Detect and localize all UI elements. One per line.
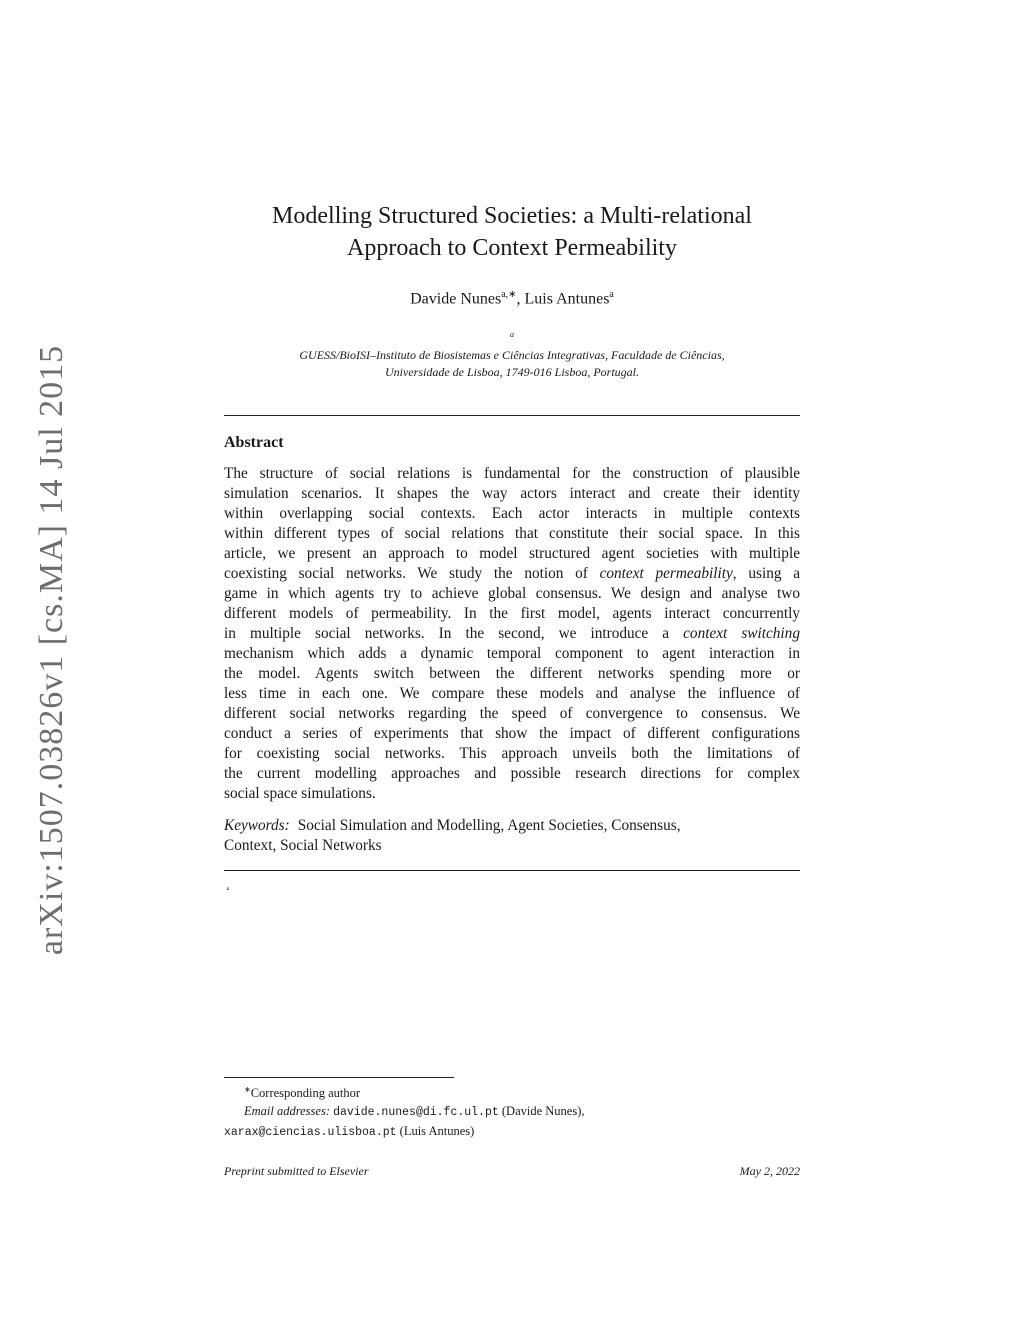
- email-address-link[interactable]: davide.nunes@di.fc.ul.pt: [333, 1106, 499, 1120]
- abstract-line: different models of permeability. In the first model, agents interact concurrently: [224, 605, 800, 622]
- abstract-line: [224, 564, 800, 584]
- abstract-line: simulation scenarios. It shapes the way actors interact and create their identity: [224, 485, 800, 502]
- affiliation-line-1: [224, 326, 800, 364]
- abstract-heading: Abstract: [224, 434, 284, 451]
- footnote-email-line: [224, 1102, 800, 1122]
- abstract-line: article, we present an approach to model structured agent societies with multiple: [224, 545, 800, 562]
- footnote-rule: [224, 1077, 454, 1078]
- abstract-line: conduct a series of experiments that show the impact of different configurations: [224, 725, 800, 742]
- author-name: Davide Nunes: [410, 290, 502, 308]
- author-affiliation-mark: a,∗: [501, 289, 517, 300]
- author-list: [224, 289, 800, 308]
- keywords-line-2: Context, Social Networks: [224, 837, 382, 854]
- abstract-top-rule: [224, 415, 800, 416]
- affiliation-line-2: Universidade de Lisboa, 1749-016 Lisboa, Portugal.: [385, 365, 639, 379]
- abstract-line: less time in each one. We compare these models and analyse the influence of: [224, 685, 800, 702]
- paper-title: [224, 200, 800, 264]
- title-line-2: Approach to Context Permeability: [347, 235, 677, 261]
- footnote-corresponding: [224, 1081, 800, 1102]
- abstract-bottom-rule: [224, 870, 800, 871]
- abstract-body: [224, 464, 800, 804]
- email-owner: (Davide Nunes),: [498, 1104, 585, 1119]
- stray-mark: ‘: [226, 884, 230, 898]
- abstract-line: within different types of social relations that constitute their social space. In this: [224, 525, 800, 542]
- preprint-date: May 2, 2022: [739, 1164, 800, 1178]
- abstract-line: for coexisting social networks. This approach unveils both the limitations of: [224, 745, 800, 762]
- abstract-emphasis: context switching: [683, 625, 800, 642]
- email-owner: (Luis Antunes): [396, 1124, 475, 1139]
- arxiv-side-stamp: arXiv:1507.03826v1 [cs.MA] 14 Jul 2015: [33, 344, 70, 956]
- abstract-text: coexisting social networks. We study the notion of: [224, 565, 600, 582]
- email-label: Email addresses:: [244, 1104, 330, 1119]
- footnote-star: ∗: [244, 1085, 251, 1094]
- keywords-label: Keywords:: [224, 817, 290, 834]
- footnote: [224, 1081, 800, 1142]
- keywords-text: Social Simulation and Modelling, Agent Societies, Consensus,: [297, 817, 681, 834]
- affiliation: [224, 326, 800, 381]
- abstract-line: the current modelling approaches and possible research directions for complex: [224, 765, 800, 782]
- author-name: Luis Antunes: [524, 290, 610, 308]
- affiliation-mark: a: [510, 330, 514, 339]
- keywords-line-1: [224, 816, 800, 836]
- author-separator: ,: [516, 290, 525, 308]
- abstract-line: social space simulations.: [224, 785, 376, 802]
- abstract-line: game in which agents try to achieve global consensus. We design and analyse two: [224, 585, 800, 602]
- abstract-text: , using a: [732, 565, 800, 582]
- abstract-line: different social networks regarding the speed of convergence to consensus. We: [224, 705, 800, 722]
- abstract-line: the model. Agents switch between the different networks spending more or: [224, 665, 800, 682]
- abstract-line: The structure of social relations is fundamental for the construction of plausible: [224, 465, 800, 482]
- abstract-emphasis: context permeability: [599, 565, 733, 582]
- preprint-note: Preprint submitted to Elsevier: [224, 1164, 369, 1178]
- footnote-email-line: [224, 1122, 800, 1142]
- abstract-line: within overlapping social contexts. Each actor interacts in multiple contexts: [224, 505, 800, 522]
- abstract-line: [224, 624, 800, 644]
- abstract-line: mechanism which adds a dynamic temporal component to agent interaction in: [224, 645, 800, 662]
- abstract-text: in multiple social networks. In the second, we introduce a: [224, 625, 684, 642]
- affiliation-text: GUESS/BioISI–Instituto de Biosistemas e Ciências Integrativas, Faculdade de Ciências,: [299, 348, 725, 362]
- title-line-1: Modelling Structured Societies: a Multi-relational: [272, 203, 752, 229]
- email-address-link[interactable]: xarax@ciencias.ulisboa.pt: [224, 1126, 397, 1140]
- keywords: [224, 816, 800, 856]
- footnote-corresponding-text: Corresponding author: [250, 1086, 361, 1101]
- author-affiliation-mark: a: [609, 289, 614, 300]
